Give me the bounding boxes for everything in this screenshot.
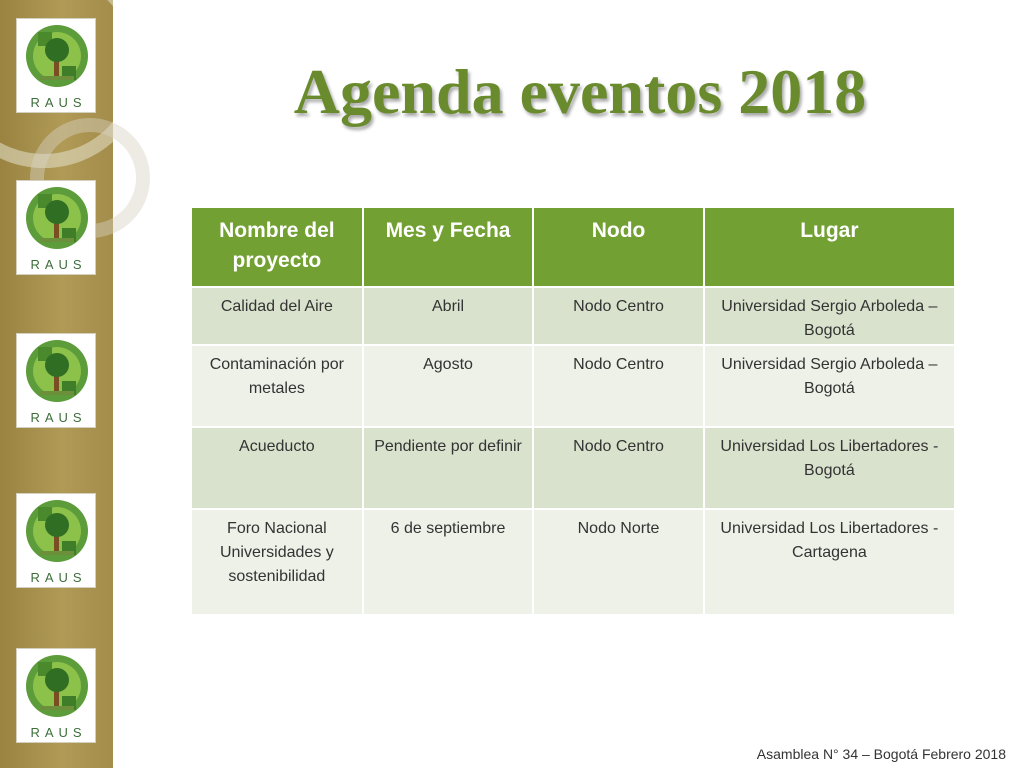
logo-text: RAUS	[30, 257, 87, 272]
cell-lugar: Universidad Sergio Arboleda – Bogotá	[704, 287, 955, 345]
cell-nombre: Calidad del Aire	[191, 287, 363, 345]
tree-icon	[24, 652, 90, 720]
cell-lugar: Universidad Sergio Arboleda – Bogotá	[704, 345, 955, 427]
tree-icon	[24, 337, 90, 405]
slide-title: Agenda eventos 2018	[293, 56, 867, 127]
header-nombre: Nombre del proyecto	[191, 207, 363, 287]
table-row	[191, 345, 955, 427]
logo-text: RAUS	[30, 570, 87, 585]
raus-logo	[16, 648, 96, 743]
raus-logo	[16, 180, 96, 275]
cell-nombre: Foro Nacional Universidades y sostenibilidad	[191, 509, 363, 615]
table-row	[191, 427, 955, 509]
agenda-table	[190, 206, 956, 616]
cell-nodo: Nodo Centro	[533, 345, 703, 427]
tree-icon	[24, 22, 90, 90]
tree-icon	[24, 497, 90, 565]
logo-text: RAUS	[30, 410, 87, 425]
tree-icon	[24, 184, 90, 252]
cell-lugar: Universidad Los Libertadores - Bogotá	[704, 427, 955, 509]
cell-nodo: Nodo Centro	[533, 427, 703, 509]
raus-logo	[16, 18, 96, 113]
cell-fecha: Abril	[363, 287, 534, 345]
table-row	[191, 287, 955, 345]
raus-logo	[16, 333, 96, 428]
cell-lugar: Universidad Los Libertadores -Cartagena	[704, 509, 955, 615]
header-mes-fecha: Mes y Fecha	[363, 207, 534, 287]
cell-nodo: Nodo Norte	[533, 509, 703, 615]
cell-nodo: Nodo Centro	[533, 287, 703, 345]
logo-text: RAUS	[30, 725, 87, 740]
header-nodo: Nodo	[533, 207, 703, 287]
header-lugar: Lugar	[704, 207, 955, 287]
table-header-row	[191, 207, 955, 287]
slide-footer: Asamblea N° 34 – Bogotá Febrero 2018	[756, 746, 1006, 762]
raus-logo	[16, 493, 96, 588]
cell-fecha: Agosto	[363, 345, 534, 427]
table-row	[191, 509, 955, 615]
cell-fecha: Pendiente por definir	[363, 427, 534, 509]
cell-fecha: 6 de septiembre	[363, 509, 534, 615]
logo-text: RAUS	[30, 95, 87, 110]
cell-nombre: Acueducto	[191, 427, 363, 509]
cell-nombre: Contaminación por metales	[191, 345, 363, 427]
